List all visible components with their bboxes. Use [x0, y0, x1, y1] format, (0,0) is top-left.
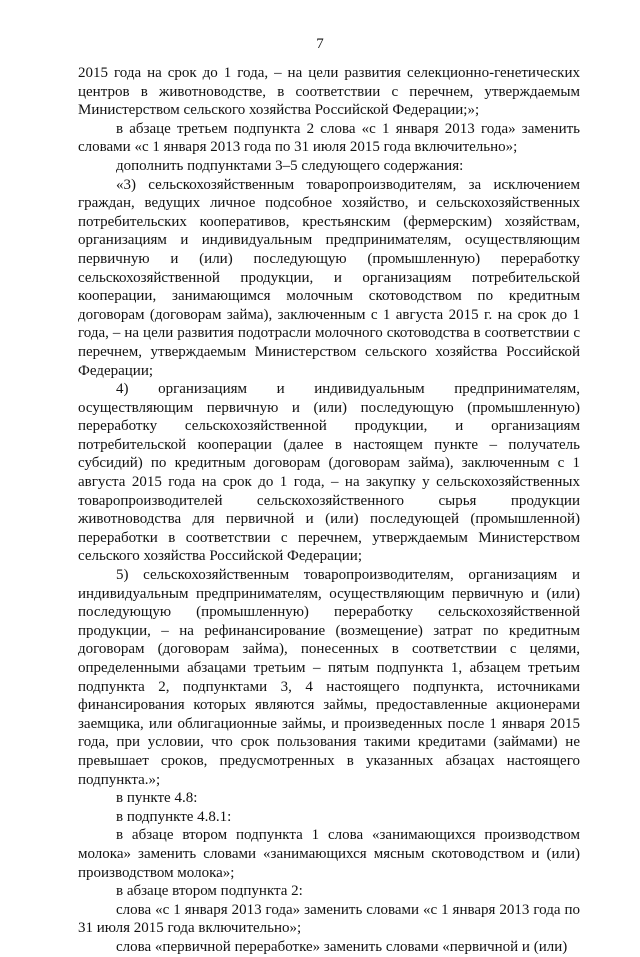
- paragraph-subpoint-4: 4) организациям и индивидуальным предпринимателям, осуществляющим первичную и (или) последующую (промышленную) переработку сельскохозяйственной продукции, и организациям потребительской кооперации (далее в настоящем пункте – получатель субсидий) по кредитным договорам (договорам займа), заключенным с 1 августа 2015 года на срок до 1 года, – на закупку у сельскохозяйственных товаропроизводителей сельскохозяйственного сырья продукции животноводства для первичной и (или) последующей (промышленной) переработки в соответствии с перечнем, утверждаемым Министерством сельского хозяйства Российской Федерации;: [78, 381, 580, 565]
- paragraph-subpoint-3: «3) сельскохозяйственным товаропроизводителям, за исключением граждан, ведущих личное подсобное хозяйство, и сельскохозяйственных потребительских кооперативов, крестьянским (фермерским) хозяйствам, организациям и индивидуальным предпринимателям, осуществляющим первичную и (или) последующую (промышленную) переработку сельскохозяйственной продукции, и организациям потребительской кооперации, занимающимся молочным скотоводством по кредитным договорам (договорам займа), заключенным с 1 августа 2015 г. на срок до 1 года, – на цели развития подотрасли молочного скотоводства в соответствии с перечнем, утверждаемым Министерством сельского хозяйства Российской Федерации;: [78, 176, 580, 379]
- paragraph-amend-processing: слова «первичной переработке» заменить словами «первичной и (или): [116, 938, 568, 955]
- paragraph-continuation: 2015 года на срок до 1 года, – на цели развития селекционно-генетических центров в животноводстве, в соответствии с перечнем, утверждаемым Министерством сельского хозяйства Российской Федерации;»;: [78, 65, 580, 119]
- paragraph-second-abzac: в абзаце втором подпункта 2:: [116, 883, 303, 900]
- paragraph-point-4-8: в пункте 4.8:: [116, 790, 198, 807]
- paragraph-amend-subpoint-2: в абзаце третьем подпункта 2 слова «с 1 января 2013 года» заменить словами «с 1 января 2013 года по 31 июля 2015 года включительно»;: [78, 120, 580, 156]
- paragraph-subpoint-5: 5) сельскохозяйственным товаропроизводителям, организациям и индивидуальным предпринимателям, осуществляющим первичную и (или) последующую (промышленную) переработку сельскохозяйственной продукции, – на рефинансирование (возмещение) затрат по кредитным договорам (договорам займа), понесенных в соответствии с целями, определенными абзацами третьим – пятым подпункта 1, абзацем третьим подпункта 2, подпунктами 3, 4 настоящего подпункта, источниками финансирования которых являются займы, предоставленные акционерами заемщика, или облигационные займы, и произведенных после 1 января 2015 года, при условии, что срок пользования такими кредитами (займами) не превышает сроков, предусмотренных в указанных абзацах настоящего подпункта.»;: [78, 567, 580, 788]
- document-body: [78, 64, 580, 957]
- page-number: 7: [316, 36, 324, 52]
- paragraph-subpoint-4-8-1: в подпункте 4.8.1:: [116, 808, 232, 825]
- paragraph-amend-milk: в абзаце втором подпункта 1 слова «занимающихся производством молока» заменить словами «занимающихся мясным скотоводством и (или) производством молока»;: [78, 827, 580, 881]
- paragraph-add-subpoints: дополнить подпунктами 3–5 следующего содержания:: [116, 157, 464, 174]
- paragraph-amend-dates: слова «с 1 января 2013 года» заменить словами «с 1 января 2013 года по 31 июля 2015 года включительно»;: [78, 901, 580, 937]
